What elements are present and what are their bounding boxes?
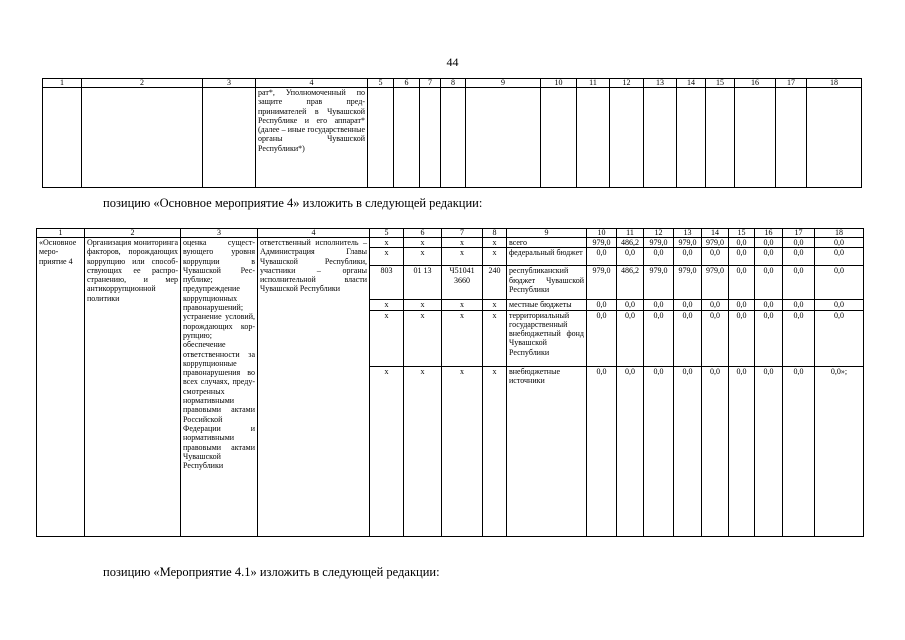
funding-value: 0,0 [702, 366, 729, 536]
budget-code: x [442, 248, 483, 266]
budget-code: Ч51041 3660 [442, 266, 483, 300]
funding-value: 0,0 [587, 248, 617, 266]
funding-value: 979,0 [674, 238, 702, 248]
funding-value: 0,0 [644, 366, 674, 536]
funding-value: 0,0 [783, 266, 815, 300]
column-number: 1 [43, 79, 82, 88]
funding-value: 0,0 [674, 366, 702, 536]
funding-value: 979,0 [644, 238, 674, 248]
executor-cell: рат*, Уполномоченный по защите прав предпринимателей в Чувашской Республике и его аппарат* (далее – иные государственные органы Чувашской Республики*) [256, 88, 368, 188]
funding-value: 0,0 [702, 300, 729, 310]
column-number: 11 [617, 229, 644, 238]
table-row [43, 88, 862, 188]
column-number: 13 [644, 79, 677, 88]
funding-value: 0,0 [729, 300, 755, 310]
funding-value: 0,0 [755, 310, 783, 366]
column-number: 10 [587, 229, 617, 238]
column-number: 3 [181, 229, 258, 238]
column-number: 7 [442, 229, 483, 238]
column-number: 14 [677, 79, 706, 88]
funding-value: 0,0 [755, 300, 783, 310]
funding-value: 486,2 [617, 266, 644, 300]
funding-value: 0,0»; [815, 366, 864, 536]
column-number: 7 [420, 79, 441, 88]
funding-value: 0,0 [674, 300, 702, 310]
column-number: 6 [404, 229, 442, 238]
budget-code: 01 13 [404, 266, 442, 300]
budget-code: x [404, 310, 442, 366]
budget-code: x [483, 310, 507, 366]
funding-value: 0,0 [587, 366, 617, 536]
column-number: 9 [466, 79, 541, 88]
budget-code: x [404, 238, 442, 248]
budget-code: x [404, 366, 442, 536]
main-measure-table [36, 228, 864, 537]
funding-value: 0,0 [617, 300, 644, 310]
column-number: 12 [610, 79, 644, 88]
column-number: 16 [735, 79, 776, 88]
budget-code: x [483, 366, 507, 536]
funding-source: территориальный государственный внебюджетный фонд Чувашской Республики [507, 310, 587, 366]
column-number: 1 [37, 229, 85, 238]
column-number: 10 [541, 79, 577, 88]
funding-value: 0,0 [674, 310, 702, 366]
continued-table [42, 78, 862, 188]
budget-code: x [442, 300, 483, 310]
budget-code: x [404, 248, 442, 266]
table-row [37, 238, 864, 248]
funding-value: 486,2 [617, 238, 644, 248]
funding-value: 0,0 [755, 266, 783, 300]
measure-title: «Основное мероприятие 4 [37, 238, 85, 537]
funding-value: 0,0 [783, 238, 815, 248]
column-number: 17 [776, 79, 807, 88]
paragraph-instruction: позицию «Основное мероприятие 4» изложить в следующей редакции: [103, 196, 483, 210]
funding-value: 0,0 [783, 310, 815, 366]
funding-source: федеральный бюджет [507, 248, 587, 266]
funding-source: местные бюджеты [507, 300, 587, 310]
column-number: 11 [577, 79, 610, 88]
budget-code: x [483, 248, 507, 266]
funding-source: внебюджетные источники [507, 366, 587, 536]
page-number: 44 [446, 55, 459, 69]
column-number: 5 [370, 229, 404, 238]
budget-code: x [370, 300, 404, 310]
funding-source: республиканский бюджет Чувашской Республики [507, 266, 587, 300]
column-number: 4 [256, 79, 368, 88]
table-header-row [43, 79, 862, 88]
column-number: 8 [483, 229, 507, 238]
funding-value: 0,0 [755, 366, 783, 536]
funding-value: 0,0 [702, 310, 729, 366]
funding-value: 0,0 [815, 300, 864, 310]
funding-value: 0,0 [783, 366, 815, 536]
funding-value: 979,0 [644, 266, 674, 300]
column-number: 3 [203, 79, 256, 88]
budget-code: x [370, 238, 404, 248]
budget-code: x [370, 366, 404, 536]
budget-code: 240 [483, 266, 507, 300]
budget-code: x [370, 310, 404, 366]
column-number: 13 [674, 229, 702, 238]
funding-value: 0,0 [729, 248, 755, 266]
column-number: 15 [706, 79, 735, 88]
funding-value: 0,0 [729, 310, 755, 366]
budget-code: x [404, 300, 442, 310]
budget-code: x [442, 238, 483, 248]
column-number: 14 [702, 229, 729, 238]
funding-value: 0,0 [617, 366, 644, 536]
funding-value: 0,0 [755, 248, 783, 266]
funding-value: 0,0 [815, 266, 864, 300]
executors: ответственный исполнитель – Администрация Главы Чувашской Республики, участники – органы исполнительной власти Чувашской Республики [258, 238, 370, 537]
funding-value: 0,0 [617, 310, 644, 366]
funding-value: 979,0 [674, 266, 702, 300]
funding-value: 0,0 [729, 366, 755, 536]
funding-value: 0,0 [587, 300, 617, 310]
column-number: 9 [507, 229, 587, 238]
column-number: 6 [394, 79, 420, 88]
funding-value: 0,0 [815, 310, 864, 366]
column-number: 4 [258, 229, 370, 238]
funding-value: 0,0 [729, 238, 755, 248]
funding-value: 0,0 [783, 300, 815, 310]
column-number: 16 [755, 229, 783, 238]
funding-value: 0,0 [674, 248, 702, 266]
paragraph-instruction-2: позицию «Мероприятие 4.1» изложить в следующей редакции: [103, 565, 440, 579]
funding-source: всего [507, 238, 587, 248]
funding-value: 0,0 [644, 300, 674, 310]
funding-value: 979,0 [587, 238, 617, 248]
funding-value: 0,0 [702, 248, 729, 266]
budget-code: 803 [370, 266, 404, 300]
funding-value: 0,0 [729, 266, 755, 300]
funding-value: 0,0 [617, 248, 644, 266]
budget-code: x [442, 310, 483, 366]
budget-code: x [483, 238, 507, 248]
funding-value: 979,0 [587, 266, 617, 300]
funding-value: 0,0 [783, 248, 815, 266]
column-number: 2 [82, 79, 203, 88]
funding-value: 0,0 [815, 248, 864, 266]
table-header-row [37, 229, 864, 238]
column-number: 18 [807, 79, 862, 88]
funding-value: 979,0 [702, 238, 729, 248]
funding-value: 979,0 [702, 266, 729, 300]
column-number: 2 [85, 229, 181, 238]
budget-code: x [370, 248, 404, 266]
measure-name: Организация мониторинга факторов, порождающих коррупцию или способствующих ее распространению, и мер антикоррупционной политики [85, 238, 181, 537]
funding-value: 0,0 [755, 238, 783, 248]
budget-code: x [483, 300, 507, 310]
funding-value: 0,0 [644, 310, 674, 366]
column-number: 5 [368, 79, 394, 88]
funding-value: 0,0 [815, 238, 864, 248]
column-number: 15 [729, 229, 755, 238]
expected-results: оценка существующего уровня коррупции в Чувашской Республике; предупреждение коррупционных правонарушений; устранение условий, порождающих коррупцию; обеспечение ответственности за коррупционные правонарушения во всех случаях, предусмотренных нормативными правовыми актами Российской Федерации и нормативными правовыми актами Чувашской Республики [181, 238, 258, 537]
budget-code: x [442, 366, 483, 536]
column-number: 17 [783, 229, 815, 238]
funding-value: 0,0 [644, 248, 674, 266]
column-number: 18 [815, 229, 864, 238]
column-number: 8 [441, 79, 466, 88]
column-number: 12 [644, 229, 674, 238]
funding-value: 0,0 [587, 310, 617, 366]
